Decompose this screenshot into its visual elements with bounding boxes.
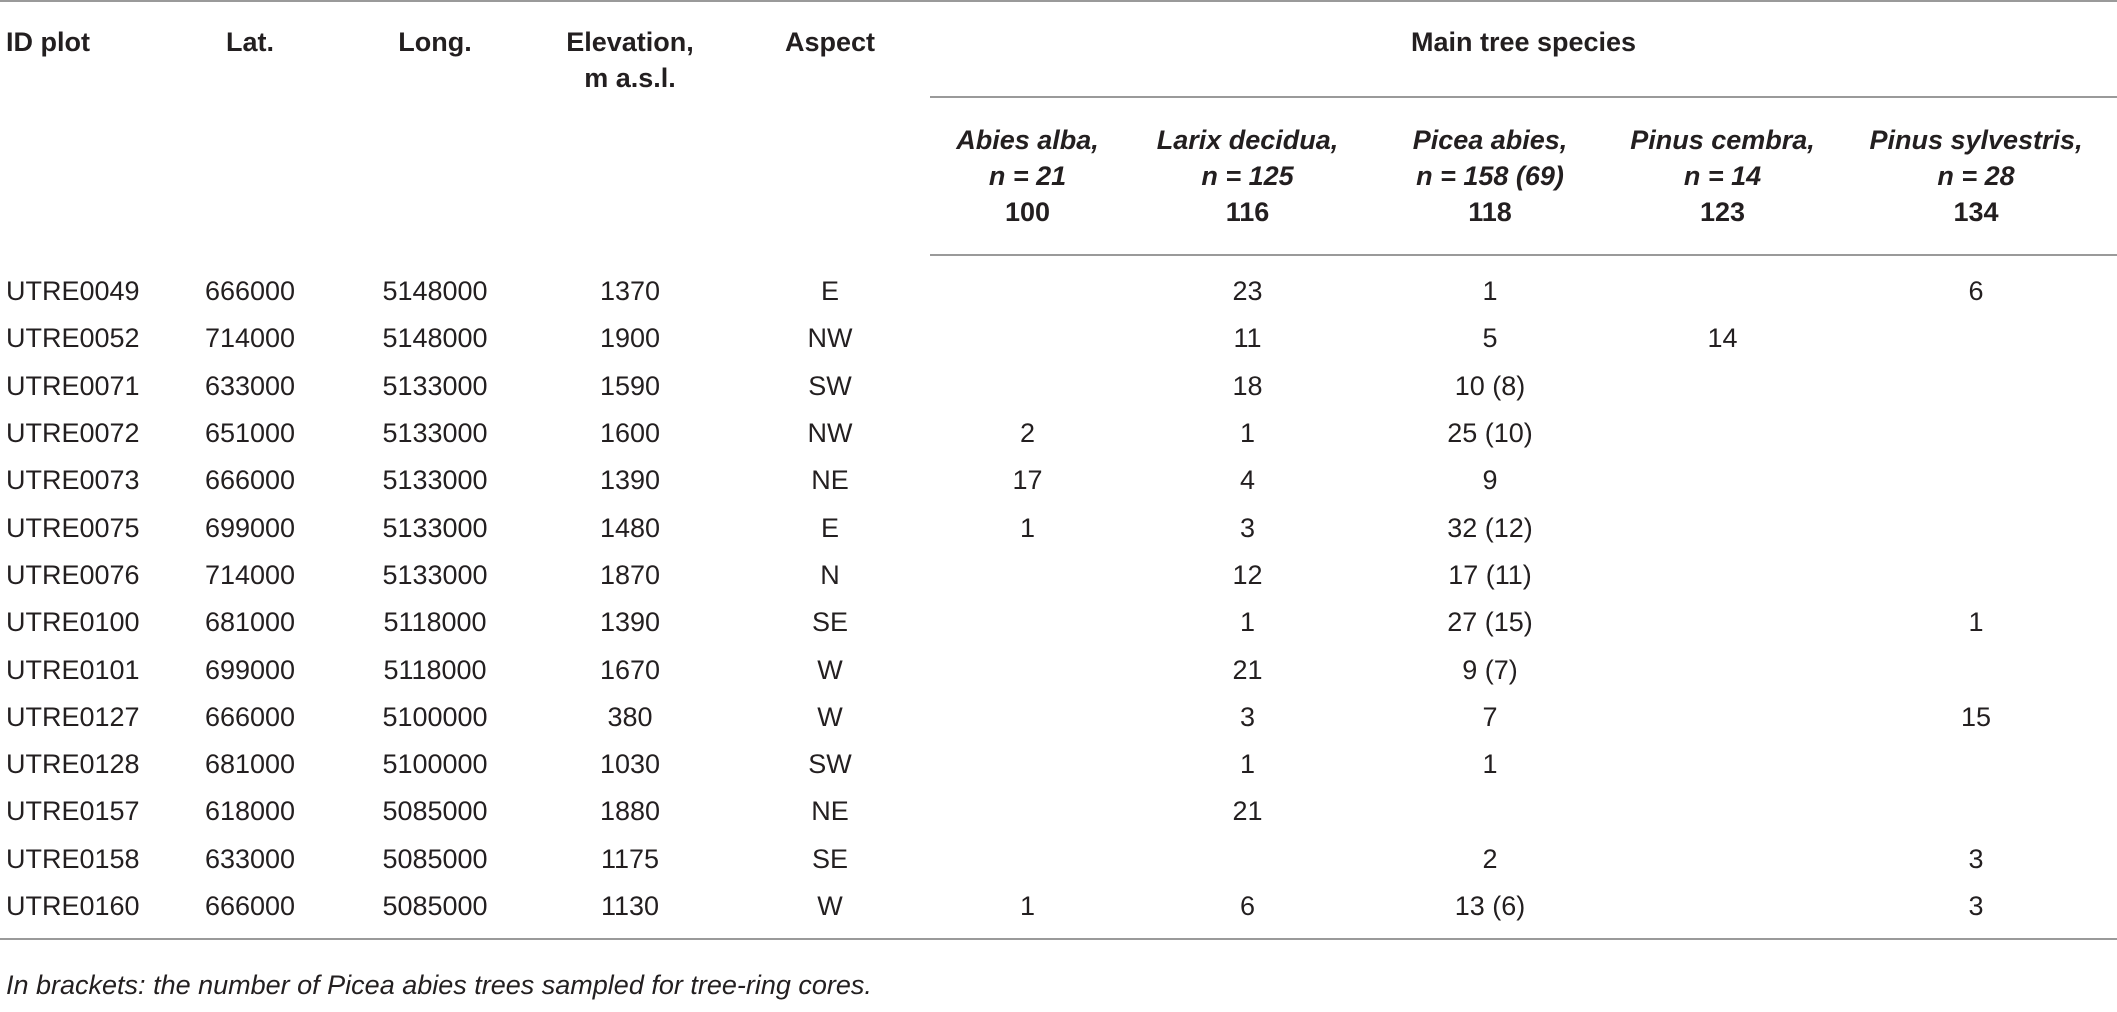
table-cell (1835, 741, 2117, 788)
table-cell: 23 (1232, 276, 1263, 307)
table-cell: 1175 (600, 843, 660, 874)
table-footnote: In brackets: the number of Picea abies trees sampled for tree-ring cores. (6, 970, 872, 1000)
table-cell (1610, 883, 1835, 939)
table-cell: 714000 (204, 559, 296, 590)
table-cell: 681000 (204, 607, 296, 638)
table-cell (1835, 410, 2117, 457)
table-cell: UTRE0128 (6, 749, 140, 780)
table-cell: 7 (1482, 701, 1498, 732)
table-cell: 5085000 (382, 843, 488, 874)
table-cell: 699000 (204, 512, 296, 543)
table-cell: UTRE0100 (6, 607, 140, 638)
table-row (0, 741, 2117, 788)
table-cell (1610, 457, 1835, 504)
table-cell: 3 (1835, 883, 2117, 939)
table-cell: UTRE0071 (6, 370, 140, 401)
table-cell: UTRE0049 (6, 275, 140, 306)
table-cell: 380 (607, 701, 653, 732)
table-cell (1835, 457, 2117, 504)
table-cell: 1 (1239, 607, 1256, 638)
table-cell: 5085000 (340, 883, 530, 939)
table-cell (1610, 788, 1835, 835)
table-cell: 3 (1968, 843, 1984, 874)
table-cell: 618000 (204, 796, 296, 827)
table-cell: 1880 (599, 796, 661, 827)
table-cell (1835, 504, 2117, 551)
table-cell: 25 (10) (1447, 418, 1533, 449)
table-cell (1610, 694, 1835, 741)
table-cell: 1 (1239, 749, 1256, 780)
table-cell: 5133000 (382, 512, 488, 543)
table-row (0, 883, 2117, 939)
table-cell: SW (808, 370, 852, 401)
table-cell: 1 (1482, 749, 1498, 780)
table-cell: 5118000 (383, 654, 487, 685)
table-cell (1835, 788, 2117, 835)
table-cell: 699000 (204, 654, 296, 685)
table-cell (1835, 363, 2117, 410)
col-header-species: Pinus sylvestris, n = 28 134 (1835, 97, 2117, 255)
table-cell (930, 363, 1125, 410)
table-cell (1610, 410, 1835, 457)
table-cell: 5085000 (382, 796, 488, 827)
table-row (0, 255, 2117, 315)
table-cell (930, 255, 1125, 315)
table-cell: 18 (1232, 370, 1263, 401)
col-header-id-plot: ID plot (0, 1, 160, 255)
table-cell: 10 (8) (1454, 370, 1526, 401)
table-cell: UTRE0157 (6, 796, 140, 827)
table-cell: 5133000 (382, 418, 488, 449)
table-cell: UTRE0052 (6, 323, 140, 354)
table-cell: NW (807, 323, 853, 354)
table-cell: 666000 (160, 883, 340, 939)
table-cell: UTRE0075 (6, 512, 140, 543)
table-cell (1125, 836, 1370, 883)
table-cell: 5148000 (382, 275, 488, 306)
table-row (0, 552, 2117, 599)
table-cell: 1 (1482, 276, 1498, 307)
table-cell: 1480 (599, 512, 661, 543)
table-cell: SW (808, 749, 852, 780)
table-cell: SE (811, 607, 849, 638)
table-cell: 5133000 (382, 465, 488, 496)
table-cell (930, 552, 1125, 599)
table-row (0, 363, 2117, 410)
table-cell: N (820, 559, 840, 590)
table-cell: 1 (1239, 418, 1256, 449)
table-cell: 27 (15) (1447, 607, 1533, 638)
table-row (0, 504, 2117, 551)
table-cell: W (730, 883, 930, 939)
col-header-species: Abies alba, n = 21 100 (930, 97, 1125, 255)
table-cell: 1 (1968, 607, 1984, 638)
table-cell: 6 (1968, 276, 1984, 307)
table-cell (1610, 646, 1835, 693)
table-cell: 1390 (599, 607, 661, 638)
table-cell (1835, 646, 2117, 693)
table-cell: 633000 (204, 843, 296, 874)
table-cell: 1130 (530, 883, 730, 939)
table-cell: 1670 (599, 654, 661, 685)
table-cell: 21 (1232, 654, 1263, 685)
table-row (0, 694, 2117, 741)
col-header-lat: Lat. (160, 1, 340, 255)
table-cell: 2 (1019, 418, 1036, 449)
table-cell: UTRE0127 (6, 701, 140, 732)
table-cell (1610, 255, 1835, 315)
table-cell (1610, 552, 1835, 599)
table-cell: 1 (1019, 512, 1036, 543)
table-cell: W (817, 701, 843, 732)
table-cell (1610, 363, 1835, 410)
table-cell: E (820, 512, 839, 543)
col-header-aspect: Aspect (730, 1, 930, 255)
table-cell (1610, 741, 1835, 788)
table-cell: NW (807, 418, 853, 449)
table-cell: 15 (1961, 701, 1992, 732)
table-cell: NE (811, 796, 849, 827)
table-cell: 6 (1125, 883, 1370, 939)
table-cell: 1900 (599, 323, 661, 354)
table-cell (1610, 504, 1835, 551)
table-cell: 666000 (204, 275, 296, 306)
table-header (0, 1, 2117, 255)
col-header-species: Larix decidua, n = 125 116 (1125, 97, 1370, 255)
table-cell: 5148000 (382, 323, 488, 354)
table-cell (930, 599, 1125, 646)
table-cell: 13 (6) (1370, 883, 1610, 939)
col-header-long: Long. (340, 1, 530, 255)
table-cell: 1390 (599, 465, 661, 496)
table-cell: 1030 (599, 749, 661, 780)
table-cell: 5118000 (383, 607, 487, 638)
table-row (0, 410, 2117, 457)
table-cell: 666000 (204, 465, 296, 496)
table-cell: 1 (930, 883, 1125, 939)
table-row (0, 836, 2117, 883)
table-row (0, 457, 2117, 504)
table-cell: 714000 (204, 323, 296, 354)
table-cell: UTRE0158 (6, 843, 140, 874)
col-header-elevation: Elevation, m a.s.l. (530, 1, 730, 255)
table-cell: 17 (1012, 465, 1043, 496)
table-cell: 9 (7) (1462, 654, 1518, 685)
table-cell: UTRE0160 (0, 883, 160, 939)
table-cell (1370, 788, 1610, 835)
table-cell: 4 (1239, 465, 1256, 496)
table-cell (930, 315, 1125, 362)
col-header-main-tree-species: Main tree species (930, 1, 2117, 97)
table-cell: 3 (1239, 512, 1256, 543)
table-cell: UTRE0073 (6, 465, 140, 496)
table-cell: 17 (11) (1448, 559, 1532, 590)
table-cell: 12 (1232, 559, 1263, 590)
table-cell: 666000 (204, 701, 296, 732)
table-cell (930, 836, 1125, 883)
table-cell: UTRE0101 (6, 654, 140, 685)
table-cell: 3 (1239, 701, 1256, 732)
table-cell: 1590 (599, 370, 661, 401)
table-cell (1835, 315, 2117, 362)
table-cell: 5133000 (382, 559, 488, 590)
table-row (0, 646, 2117, 693)
table-cell: 9 (1482, 465, 1498, 496)
table-cell: E (820, 275, 839, 306)
table-row (0, 788, 2117, 835)
table-cell: 633000 (204, 370, 296, 401)
table-body (0, 255, 2117, 939)
table-cell: 1600 (599, 418, 661, 449)
table-cell: 5133000 (382, 370, 488, 401)
table-cell (930, 694, 1125, 741)
table-cell: 2 (1482, 843, 1498, 874)
table-cell: 5100000 (382, 749, 488, 780)
table-cell: SE (811, 843, 849, 874)
table-cell: 1870 (599, 559, 661, 590)
table-cell: 5 (1482, 323, 1498, 354)
table-cell (1835, 552, 2117, 599)
table-cell (930, 788, 1125, 835)
table-cell (930, 741, 1125, 788)
table-cell: UTRE0072 (6, 418, 140, 449)
table-cell: W (817, 654, 843, 685)
table-cell: NE (811, 465, 849, 496)
table-cell: 32 (12) (1447, 512, 1533, 543)
table-cell: 681000 (204, 749, 296, 780)
table-cell (1610, 836, 1835, 883)
table-cell: 11 (1233, 323, 1262, 354)
table-cell: 651000 (204, 418, 296, 449)
table-cell (930, 646, 1125, 693)
table-row (0, 599, 2117, 646)
table-row (0, 315, 2117, 362)
table-cell: 5100000 (382, 701, 488, 732)
table-cell: 21 (1232, 796, 1263, 827)
col-header-species: Pinus cembra, n = 14 123 (1610, 97, 1835, 255)
table-cell: UTRE0076 (6, 559, 140, 590)
col-header-species: Picea abies, n = 158 (69) 118 (1370, 97, 1610, 255)
table-cell: 14 (1707, 323, 1738, 354)
table-cell: 1370 (599, 275, 661, 306)
table-cell (1610, 599, 1835, 646)
